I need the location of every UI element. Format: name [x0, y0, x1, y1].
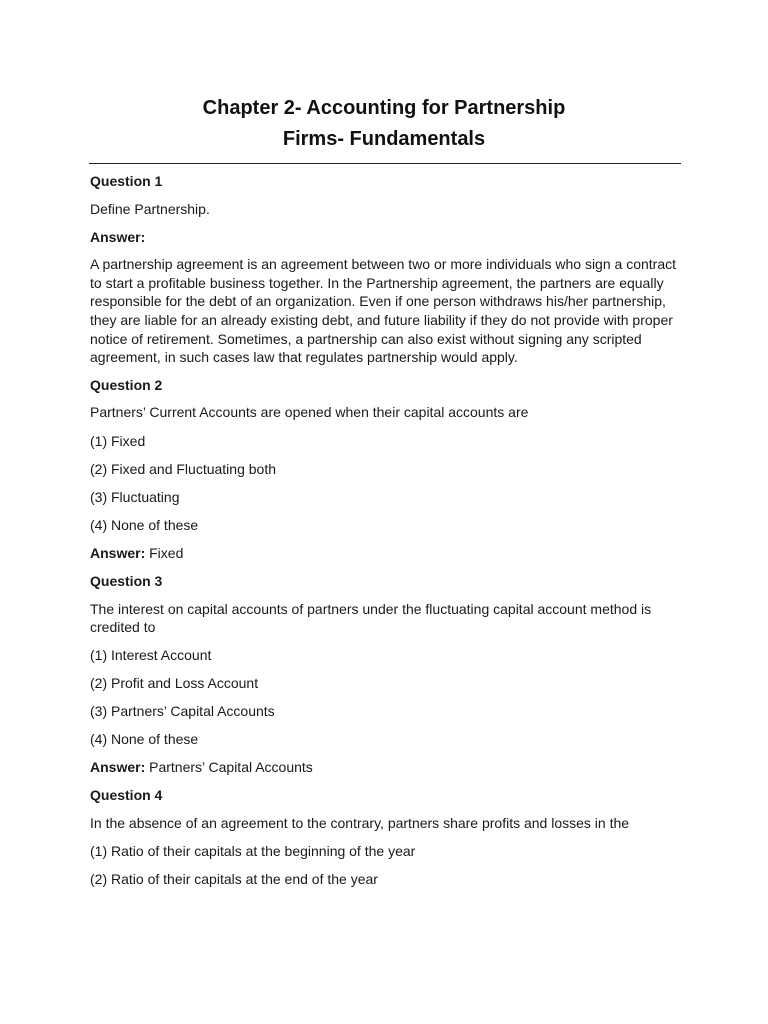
- question-3-heading: Question 3: [90, 573, 163, 589]
- question-3-option-3: (3) Partners’ Capital Accounts: [90, 702, 275, 719]
- title-divider: [89, 163, 681, 164]
- question-2-heading: Question 2: [90, 376, 163, 393]
- question-4: [90, 786, 680, 888]
- question-3-text: The interest on capital accounts of partners under the fluctuating capital account method is credited to: [90, 600, 652, 636]
- question-1-answer-label: Answer:: [90, 228, 146, 245]
- question-2-option-3: (3) Fluctuating: [90, 488, 180, 505]
- question-2-option-4: (4) None of these: [90, 516, 199, 533]
- question-1: [90, 172, 680, 367]
- question-4-text: In the absence of an agreement to the contrary, partners share profits and losses in the: [90, 814, 630, 831]
- question-1-answer-text: A partnership agreement is an agreement between two or more individuals who sign a contract to start a profitable business together. In the Partnership agreement, the partners are equally responsible for the debt of an organization. Even if one person withdraws his/her partnership, they are liable for an already existing debt, and future liability if they do not provide with proper notice of retirement. Sometimes, a partnership can also exist without signing any scripted agreement, in such cases law that regulates partnership would apply.: [90, 256, 676, 366]
- question-2: [90, 376, 680, 563]
- question-3-option-4: (4) None of these: [90, 731, 199, 748]
- chapter-title-line-2: Firms- Fundamentals: [282, 128, 486, 150]
- question-1-text: Define Partnership.: [90, 200, 210, 217]
- question-1-heading: Question 1: [90, 173, 163, 189]
- question-3-answer-label: Answer:: [90, 759, 146, 776]
- question-list: [90, 172, 680, 898]
- question-3-option-1: (1) Interest Account: [90, 646, 212, 663]
- chapter-title-line-1: Chapter 2- Accounting for Partnership: [202, 97, 566, 119]
- question-3-answer-value: Partners’ Capital Accounts: [145, 759, 313, 776]
- question-2-answer-value: Fixed: [145, 544, 184, 561]
- question-2-answer: [90, 544, 680, 563]
- question-3-answer: [90, 758, 680, 777]
- question-2-option-2: (2) Fixed and Fluctuating both: [90, 460, 276, 477]
- question-4-option-2: (2) Ratio of their capitals at the end of the year: [90, 871, 378, 888]
- question-4-heading: Question 4: [90, 787, 163, 804]
- question-2-text: Partners’ Current Accounts are opened when their capital accounts are: [90, 404, 529, 421]
- question-3-option-2: (2) Profit and Loss Account: [90, 674, 259, 691]
- question-3: [90, 572, 680, 777]
- question-4-option-1: (1) Ratio of their capitals at the beginning of the year: [90, 842, 416, 859]
- chapter-title: [0, 93, 768, 155]
- question-2-option-1: (1) Fixed: [90, 432, 146, 449]
- question-2-answer-label: Answer:: [90, 544, 146, 561]
